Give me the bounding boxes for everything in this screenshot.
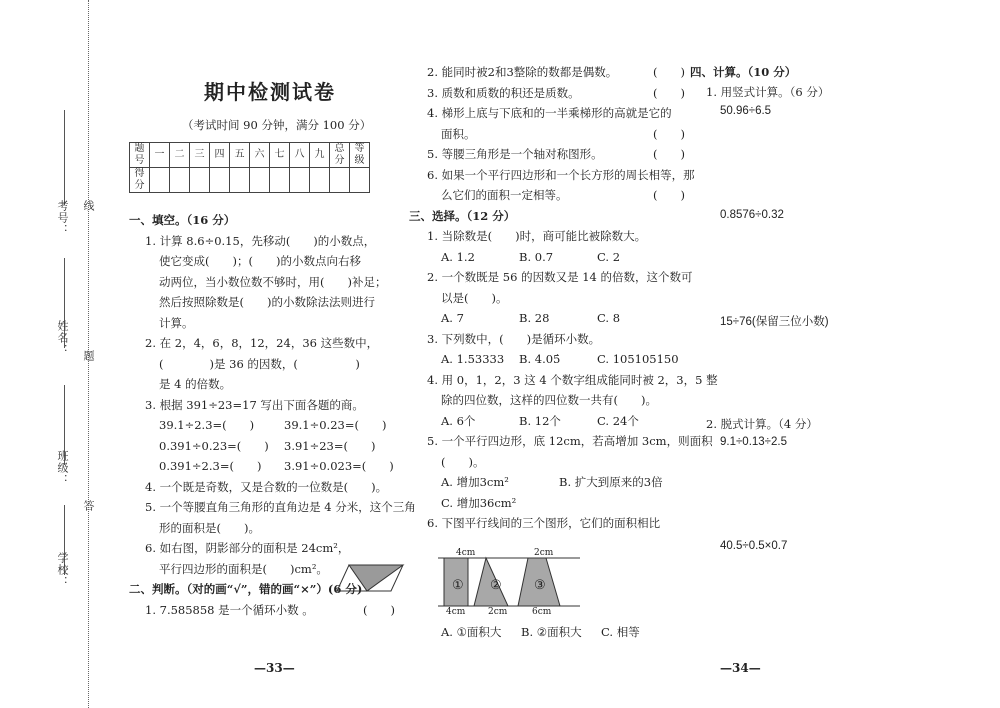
score-cell[interactable] [190, 168, 210, 193]
subsection-heading: 1. 用竖式计算。（6 分） [706, 85, 830, 99]
question-line: 4. 一个既是奇数，又是合数的一位数是( )。 [145, 479, 388, 494]
question-line [129, 415, 404, 436]
table-cell: 得分 [130, 168, 150, 193]
options-line [411, 349, 681, 370]
option[interactable]: C. 增加36cm² [441, 495, 517, 510]
subsection-heading: 2. 脱式计算。（4 分） [706, 417, 818, 431]
page-number-left: —33— [254, 661, 295, 675]
judge-question: 1. 7.585858 是一个循环小数 。 [145, 602, 314, 617]
options-line [441, 624, 640, 640]
option[interactable]: B. 扩大到原来的3倍 [559, 475, 663, 489]
exam-no-line [64, 110, 65, 205]
name-label: 姓名： [56, 320, 69, 356]
question-line: 形的面积是( )。 [159, 520, 260, 535]
calc-problem: 50.96÷6.5 [720, 105, 772, 117]
question-line [411, 124, 685, 145]
fig-label-bot2: 2cm [488, 607, 508, 617]
section-heading: 三、选择。（12 分） [409, 208, 516, 223]
question-line: 是 4 的倍数。 [159, 377, 232, 391]
option[interactable]: C. 8 [597, 311, 621, 325]
question-line [411, 185, 685, 206]
score-cell[interactable] [330, 168, 350, 193]
option[interactable]: B. 0.7 [519, 249, 554, 264]
table-cell: 二 [170, 143, 190, 168]
table-cell: 总分 [330, 143, 350, 168]
judge-question: 5. 等腰三角形是一个轴对称图形。 [427, 147, 603, 161]
score-cell[interactable] [290, 168, 310, 193]
question-line: 4. 梯形上底与下底和的一半乘梯形的高就是它的 [427, 106, 672, 120]
options-line [411, 493, 681, 514]
option[interactable]: B. 12个 [519, 413, 561, 428]
shaded-triangle [349, 565, 403, 591]
question-line: 3. 根据 391÷23=17 写出下面各题的商。 [145, 397, 364, 412]
options-line [411, 247, 681, 268]
question-line: 然后按照除数是( )的小数除法法则进行 [159, 295, 375, 309]
page-title: 期中检测试卷 [204, 80, 336, 104]
score-cell[interactable] [170, 168, 190, 193]
question-line: 6. 如果一个平行四边形和一个长方形的周长相等，那 [427, 167, 695, 182]
option[interactable]: C. 24个 [597, 413, 639, 428]
class-label: 班级： [56, 450, 69, 486]
score-table [129, 142, 370, 193]
judge-question: 2. 能同时被2和3整除的数都是偶数。 [427, 65, 618, 79]
question-line: 6. 下图平行线间的三个图形，它们的面积相比 [427, 516, 661, 530]
judge-question: 么它们的面积一定相等。 [441, 188, 568, 202]
calc-problem: 40.5÷0.5×0.7 [720, 540, 788, 552]
score-cell[interactable] [250, 168, 270, 193]
da-char: 答 [82, 500, 95, 512]
calc-item: 3.91÷0.023=( ) [284, 459, 394, 473]
shape-label-2: ② [490, 578, 502, 593]
table-cell: 题号 [130, 143, 150, 168]
section-heading: 四、计算。（10 分） [690, 65, 797, 79]
table-cell: 三 [190, 143, 210, 168]
score-cell[interactable] [350, 168, 370, 193]
table-cell: 九 [310, 143, 330, 168]
judge-question: 面积。 [441, 126, 476, 141]
option[interactable]: A. 1.53333 [441, 352, 505, 366]
question-line: 5. 一个平行四边形，底 12cm，若高增加 3cm，则面积 [427, 434, 713, 448]
ti-char: 题 [82, 350, 95, 362]
table-cell: 七 [270, 143, 290, 168]
answer-paren[interactable]: ( ) [363, 602, 395, 617]
question-line: 2. 一个数既是 56 的因数又是 14 的倍数，这个数可 [427, 270, 693, 284]
calc-item: 3.91÷23=( ) [284, 438, 376, 453]
question-line [129, 456, 404, 477]
option[interactable]: A. 1.2 [441, 249, 475, 264]
answer-paren[interactable]: ( ) [653, 126, 685, 141]
option[interactable]: A. 增加3cm² [441, 475, 509, 489]
fig-label-top1: 4cm [456, 548, 476, 558]
question-line: 1. 计算 8.6÷0.15，先移动( )的小数点， [145, 233, 376, 248]
question-line: ( )是 36 的因数，( ) [159, 356, 360, 371]
calc-item: 39.1÷2.3=( ) [159, 418, 255, 432]
fig-label-bot1: 4cm [446, 607, 466, 617]
option[interactable]: A. 6个 [441, 413, 476, 428]
options-line [411, 472, 681, 493]
fig-label-top2: 2cm [534, 548, 554, 558]
fig-label-bot3: 6cm [532, 607, 552, 617]
section-heading: 二、判断。（对的画“√”，错的画“×”）(6 分) [129, 582, 363, 596]
table-cell: 五 [230, 143, 250, 168]
section-heading: 一、填空。（16 分） [129, 213, 236, 227]
question-line [411, 62, 685, 83]
question-line: 2. 在 2，4，6，8，12，24，36 这些数中， [145, 336, 379, 350]
answer-paren[interactable]: ( ) [653, 65, 685, 79]
answer-paren[interactable]: ( ) [653, 147, 685, 161]
question-line: 以是( )。 [441, 290, 508, 305]
answer-paren[interactable]: ( ) [653, 188, 685, 202]
judge-question: 3. 质数和质数的积还是质数。 [427, 85, 580, 100]
exam-subtitle: （考试时间 90 分钟，满分 100 分） [182, 118, 372, 132]
option[interactable]: C. 2 [597, 249, 621, 264]
score-cell[interactable] [310, 168, 330, 193]
calc-problem: 15÷76(保留三位小数) [720, 316, 829, 328]
calc-item: 39.1÷0.23=( ) [284, 418, 387, 432]
question-line [129, 600, 404, 621]
table-cell: 六 [250, 143, 270, 168]
question-line: 5. 一个等腰直角三角形的直角边是 4 分米，这个三角 [145, 500, 416, 514]
question-line [411, 83, 685, 104]
score-table-score-row [130, 168, 370, 193]
option[interactable]: B. ②面积大 [521, 625, 582, 639]
question-line: 计算。 [159, 315, 194, 330]
table-cell: 八 [290, 143, 310, 168]
option[interactable]: C. 105105150 [597, 352, 679, 366]
question-line: 动两位，当小数位数不够时，用( )补足； [159, 274, 387, 289]
question-line: 除的四位数，这样的四位数一共有( )。 [441, 393, 657, 407]
score-cell[interactable] [270, 168, 290, 193]
calc-problem: 0.8576÷0.32 [720, 209, 784, 221]
question-line [129, 436, 404, 457]
shape-label-3: ③ [534, 578, 546, 593]
question-line: 平行四边形的面积是( )cm²。 [159, 561, 328, 576]
score-table-header-row [130, 143, 370, 168]
score-cell[interactable] [230, 168, 250, 193]
option[interactable]: A. 7 [441, 311, 464, 325]
question-line: 使它变成( )；( )的小数点向右移 [159, 254, 361, 268]
parallelogram-figure [335, 563, 405, 593]
table-cell: 四 [210, 143, 230, 168]
option[interactable]: B. 4.05̇ [519, 352, 561, 366]
calc-item: 0.391÷2.3=( ) [159, 459, 262, 473]
table-cell: 一 [150, 143, 170, 168]
calc-problem: 9.1÷0.13÷2.5 [720, 436, 787, 448]
question-line: 1. 当除数是( )时，商可能比被除数大。 [427, 229, 647, 243]
options-line [411, 411, 681, 432]
question-line: 3. 下列数中，( )是循环小数。 [427, 331, 601, 346]
option[interactable]: C. 相等 [601, 625, 640, 639]
question-line [411, 144, 685, 165]
table-cell: 等级 [350, 143, 370, 168]
option[interactable]: B. 28 [519, 311, 550, 325]
question-line: 4. 用 0，1，2，3 这 4 个数字组成能同时被 2，3，5 整 [427, 372, 718, 387]
question-line: 6. 如右图，阴影部分的面积是 24cm²， [145, 541, 350, 555]
question-line: ( )。 [441, 454, 485, 469]
answer-paren[interactable]: ( ) [653, 85, 685, 100]
option[interactable]: A. ①面积大 [441, 625, 502, 639]
score-cell[interactable] [150, 168, 170, 193]
column-1 [129, 210, 416, 620]
column-2 [409, 62, 718, 534]
school-label: 学校： [56, 552, 69, 588]
options-line [411, 308, 681, 329]
shape-label-1: ① [452, 578, 464, 593]
score-cell[interactable] [210, 168, 230, 193]
page-number-right: —34— [720, 661, 761, 675]
exam-no-label: 考号： [56, 200, 69, 236]
line-char: 线 [82, 200, 95, 212]
calc-item: 0.391÷0.23=( ) [159, 438, 269, 453]
